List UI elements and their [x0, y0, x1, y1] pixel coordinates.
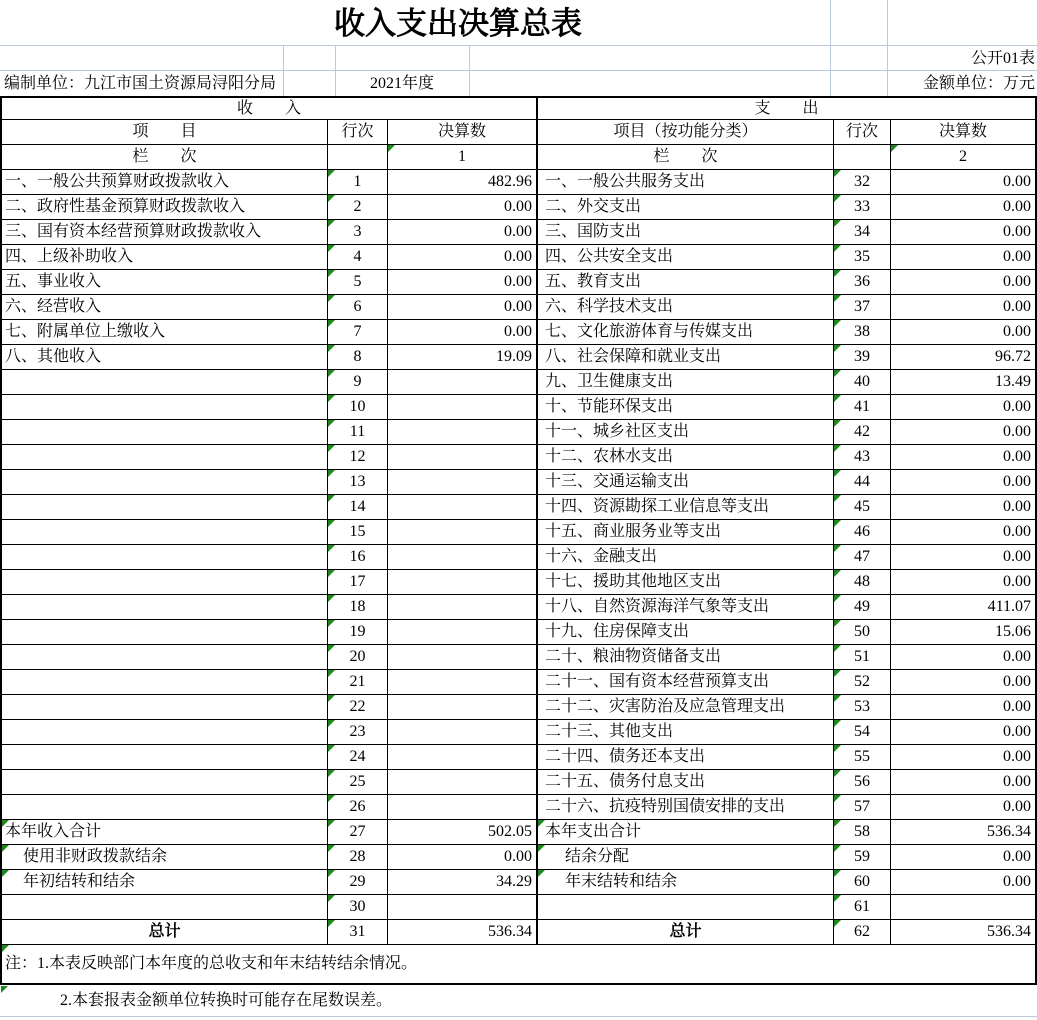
- expense-item-cell[interactable]: 五、教育支出: [538, 270, 834, 295]
- expense-section-header[interactable]: 支 出: [538, 98, 1035, 120]
- table-row: [2, 770, 1035, 795]
- income-amount-cell[interactable]: [388, 395, 538, 420]
- income-item-cell[interactable]: 使用非财政拨款结余: [2, 845, 328, 870]
- expense-item-cell[interactable]: 六、科学技术支出: [538, 295, 834, 320]
- expense-item-cell[interactable]: 十六、金融支出: [538, 545, 834, 570]
- income-amount-cell[interactable]: [388, 720, 538, 745]
- income-amount-cell[interactable]: [388, 895, 538, 920]
- expense-rowno-cell[interactable]: 54: [834, 720, 891, 745]
- income-rowno-cell[interactable]: 26: [328, 795, 388, 820]
- income-item-cell[interactable]: [2, 595, 328, 620]
- expense-item-cell[interactable]: 四、公共安全支出: [538, 245, 834, 270]
- income-amount-cell[interactable]: [388, 545, 538, 570]
- expense-amount-cell[interactable]: 0.00: [891, 645, 1035, 670]
- table-row: [2, 545, 1035, 570]
- expense-rowno-cell[interactable]: 33: [834, 195, 891, 220]
- income-amount-cell[interactable]: 19.09: [388, 345, 538, 370]
- expense-amount-cell[interactable]: 0.00: [891, 170, 1035, 195]
- expense-item-cell[interactable]: 一、一般公共服务支出: [538, 170, 834, 195]
- expense-rowno-cell[interactable]: 35: [834, 245, 891, 270]
- expense-amount-cell[interactable]: 0.00: [891, 870, 1035, 895]
- table-row: [2, 695, 1035, 720]
- income-column-index-cell[interactable]: 1: [388, 145, 538, 170]
- expense-rowno-cell[interactable]: 32: [834, 170, 891, 195]
- table-row: [2, 920, 1035, 945]
- income-rowno-cell[interactable]: 23: [328, 720, 388, 745]
- income-item-cell[interactable]: 七、附属单位上缴收入: [2, 320, 328, 345]
- expense-item-cell[interactable]: 二十一、国有资本经营预算支出: [538, 670, 834, 695]
- expense-amount-cell[interactable]: 0.00: [891, 770, 1035, 795]
- expense-amount-cell[interactable]: 411.07: [891, 595, 1035, 620]
- income-item-cell[interactable]: 年初结转和结余: [2, 870, 328, 895]
- income-rowno-cell[interactable]: 1: [328, 170, 388, 195]
- income-lanci-rowno-cell[interactable]: [328, 145, 388, 170]
- income-rowno-cell[interactable]: 30: [328, 895, 388, 920]
- expense-rowno-cell[interactable]: 44: [834, 470, 891, 495]
- table-row: [2, 420, 1035, 445]
- income-item-cell[interactable]: [2, 895, 328, 920]
- expense-rowno-cell[interactable]: 52: [834, 670, 891, 695]
- table-row: [2, 595, 1035, 620]
- expense-amount-cell[interactable]: 0.00: [891, 670, 1035, 695]
- table-row: [2, 170, 1035, 195]
- table-row: [2, 795, 1035, 820]
- income-amount-cell[interactable]: [388, 595, 538, 620]
- expense-item-cell[interactable]: 本年支出合计: [538, 820, 834, 845]
- expense-amount-cell[interactable]: 0.00: [891, 220, 1035, 245]
- expense-lanci-rowno-cell[interactable]: [834, 145, 891, 170]
- fiscal-year[interactable]: 2021年度: [369, 75, 434, 92]
- expense-item-cell[interactable]: 十四、资源勘探工业信息等支出: [538, 495, 834, 520]
- expense-amount-cell[interactable]: 0.00: [891, 795, 1035, 820]
- expense-rowno-cell[interactable]: 62: [834, 920, 891, 945]
- expense-rowno-cell[interactable]: 56: [834, 770, 891, 795]
- income-item-cell[interactable]: [2, 495, 328, 520]
- table-row: [2, 220, 1035, 245]
- expense-amount-cell[interactable]: 15.06: [891, 620, 1035, 645]
- income-item-cell[interactable]: [2, 645, 328, 670]
- expense-item-cell[interactable]: 二十六、抗疫特别国债安排的支出: [538, 795, 834, 820]
- table-row: [2, 370, 1035, 395]
- expense-rowno-cell[interactable]: 53: [834, 695, 891, 720]
- expense-item-cell[interactable]: 十九、住房保障支出: [538, 620, 834, 645]
- income-item-cell[interactable]: [2, 520, 328, 545]
- sheet-title[interactable]: 收入支出决算总表: [334, 6, 582, 41]
- income-rowno-cell[interactable]: 29: [328, 870, 388, 895]
- expense-rowno-cell[interactable]: 45: [834, 495, 891, 520]
- income-item-cell[interactable]: 四、上级补助收入: [2, 245, 328, 270]
- income-rowno-cell[interactable]: 7: [328, 320, 388, 345]
- income-rowno-cell[interactable]: 16: [328, 545, 388, 570]
- expense-rowno-cell[interactable]: 49: [834, 595, 891, 620]
- expense-rowno-cell[interactable]: 47: [834, 545, 891, 570]
- table-row: [2, 495, 1035, 520]
- expense-rowno-cell[interactable]: 38: [834, 320, 891, 345]
- green-triangle-icon: [1, 986, 8, 993]
- income-rowno-cell[interactable]: 2: [328, 195, 388, 220]
- table-row: [2, 645, 1035, 670]
- expense-item-cell[interactable]: 七、文化旅游体育与传媒支出: [538, 320, 834, 345]
- expense-rowno-cell[interactable]: 37: [834, 295, 891, 320]
- income-rowno-cell[interactable]: 6: [328, 295, 388, 320]
- expense-item-cell[interactable]: 二十四、债务还本支出: [538, 745, 834, 770]
- expense-item-cell[interactable]: 十八、自然资源海洋气象等支出: [538, 595, 834, 620]
- table-row: [2, 870, 1035, 895]
- income-item-cell[interactable]: [2, 370, 328, 395]
- expense-rowno-cell[interactable]: 60: [834, 870, 891, 895]
- expense-rowno-cell[interactable]: 34: [834, 220, 891, 245]
- income-rowno-cell[interactable]: 25: [328, 770, 388, 795]
- note2-cell[interactable]: [60, 988, 960, 1014]
- table-row: [2, 195, 1035, 220]
- table-row: [2, 745, 1035, 770]
- income-item-cell[interactable]: [2, 695, 328, 720]
- income-rowno-cell[interactable]: 22: [328, 695, 388, 720]
- income-item-cell[interactable]: [2, 795, 328, 820]
- expense-item-cell[interactable]: 三、国防支出: [538, 220, 834, 245]
- gridline: [0, 1016, 1037, 1017]
- income-amount-cell[interactable]: [388, 745, 538, 770]
- income-rowno-cell[interactable]: 19: [328, 620, 388, 645]
- income-item-cell[interactable]: 三、国有资本经营预算财政拨款收入: [2, 220, 328, 245]
- income-item-cell[interactable]: [2, 670, 328, 695]
- expense-amount-cell[interactable]: 0.00: [891, 195, 1035, 220]
- income-amount-cell[interactable]: [388, 670, 538, 695]
- income-item-header[interactable]: 项 目: [2, 120, 328, 145]
- income-item-cell[interactable]: [2, 545, 328, 570]
- expense-rowno-cell[interactable]: 61: [834, 895, 891, 920]
- expense-rowno-cell[interactable]: 58: [834, 820, 891, 845]
- income-item-cell[interactable]: 八、其他收入: [2, 345, 328, 370]
- income-amount-cell[interactable]: 0.00: [388, 320, 538, 345]
- note2-text: 2.本套报表金额单位转换时可能存在尾数误差。: [60, 992, 393, 1009]
- income-rowno-cell[interactable]: 8: [328, 345, 388, 370]
- income-item-cell[interactable]: [2, 395, 328, 420]
- table-row: [2, 670, 1035, 695]
- income-amount-cell[interactable]: 0.00: [388, 845, 538, 870]
- income-amount-cell[interactable]: [388, 445, 538, 470]
- expense-amount-cell[interactable]: 0.00: [891, 395, 1035, 420]
- table-row: [2, 620, 1035, 645]
- gridline: [469, 45, 470, 96]
- income-amount-cell[interactable]: [388, 370, 538, 395]
- expense-rowno-header[interactable]: 行次: [834, 120, 891, 145]
- expense-amount-cell[interactable]: 13.49: [891, 370, 1035, 395]
- table-row: [2, 245, 1035, 270]
- income-amount-cell[interactable]: 0.00: [388, 220, 538, 245]
- income-amount-cell[interactable]: [388, 620, 538, 645]
- expense-item-cell[interactable]: [538, 895, 834, 920]
- table-row: [2, 470, 1035, 495]
- prepared-by[interactable]: 编制单位：九江市国土资源局浔阳分局: [4, 75, 277, 92]
- expense-item-cell[interactable]: 十五、商业服务业等支出: [538, 520, 834, 545]
- table-row: [2, 820, 1035, 845]
- income-item-cell[interactable]: [2, 470, 328, 495]
- income-amount-cell[interactable]: 0.00: [388, 195, 538, 220]
- expense-rowno-cell[interactable]: 42: [834, 420, 891, 445]
- table-row: [2, 270, 1035, 295]
- expense-item-cell[interactable]: 二十五、债务付息支出: [538, 770, 834, 795]
- column-index-row: [2, 145, 1035, 170]
- expense-amount-cell[interactable]: 0.00: [891, 470, 1035, 495]
- income-amount-cell[interactable]: 482.96: [388, 170, 538, 195]
- table-row: [2, 895, 1035, 920]
- income-item-cell[interactable]: [2, 770, 328, 795]
- income-amount-cell[interactable]: [388, 770, 538, 795]
- table-code[interactable]: 公开01表: [970, 50, 1035, 67]
- income-rowno-cell[interactable]: 24: [328, 745, 388, 770]
- expense-amount-cell[interactable]: 0.00: [891, 495, 1035, 520]
- income-rowno-cell[interactable]: 13: [328, 470, 388, 495]
- expense-item-cell[interactable]: 二十、粮油物资储备支出: [538, 645, 834, 670]
- income-rowno-cell[interactable]: 14: [328, 495, 388, 520]
- expense-item-cell[interactable]: 十三、交通运输支出: [538, 470, 834, 495]
- expense-amount-cell[interactable]: 0.00: [891, 695, 1035, 720]
- expense-amount-cell[interactable]: 0.00: [891, 520, 1035, 545]
- expense-rowno-cell[interactable]: 48: [834, 570, 891, 595]
- amount-unit[interactable]: 金额单位：万元: [922, 75, 1035, 92]
- income-item-cell[interactable]: [2, 445, 328, 470]
- expense-amount-cell[interactable]: 0.00: [891, 845, 1035, 870]
- expense-amount-cell[interactable]: 0.00: [891, 745, 1035, 770]
- expense-rowno-cell[interactable]: 55: [834, 745, 891, 770]
- expense-rowno-cell[interactable]: 39: [834, 345, 891, 370]
- expense-amount-cell[interactable]: 0.00: [891, 445, 1035, 470]
- income-item-cell[interactable]: 五、事业收入: [2, 270, 328, 295]
- income-rowno-cell[interactable]: 3: [328, 220, 388, 245]
- expense-amount-cell[interactable]: 0.00: [891, 245, 1035, 270]
- income-item-cell[interactable]: [2, 420, 328, 445]
- expense-item-cell[interactable]: 结余分配: [538, 845, 834, 870]
- expense-amount-cell[interactable]: 0.00: [891, 720, 1035, 745]
- table-row: [2, 570, 1035, 595]
- table-row: [2, 295, 1035, 320]
- income-rowno-cell[interactable]: 15: [328, 520, 388, 545]
- income-amount-cell[interactable]: [388, 645, 538, 670]
- income-amount-cell[interactable]: [388, 695, 538, 720]
- expense-rowno-cell[interactable]: 41: [834, 395, 891, 420]
- income-rowno-cell[interactable]: 20: [328, 645, 388, 670]
- expense-item-cell[interactable]: 十一、城乡社区支出: [538, 420, 834, 445]
- income-amount-cell[interactable]: [388, 420, 538, 445]
- income-item-cell[interactable]: [2, 720, 328, 745]
- expense-item-cell[interactable]: 十、节能环保支出: [538, 395, 834, 420]
- income-rowno-cell[interactable]: 10: [328, 395, 388, 420]
- expense-column-index-cell[interactable]: 2: [891, 145, 1035, 170]
- income-rowno-cell[interactable]: 12: [328, 445, 388, 470]
- income-item-cell[interactable]: 本年收入合计: [2, 820, 328, 845]
- income-amount-cell[interactable]: 0.00: [388, 295, 538, 320]
- income-rowno-header[interactable]: 行次: [328, 120, 388, 145]
- expense-item-cell[interactable]: 二、外交支出: [538, 195, 834, 220]
- expense-rowno-cell[interactable]: 40: [834, 370, 891, 395]
- expense-rowno-cell[interactable]: 43: [834, 445, 891, 470]
- income-rowno-cell[interactable]: 18: [328, 595, 388, 620]
- income-section-header[interactable]: 收 入: [2, 98, 538, 120]
- expense-item-cell[interactable]: 十七、援助其他地区支出: [538, 570, 834, 595]
- expense-item-cell[interactable]: 二十三、其他支出: [538, 720, 834, 745]
- income-rowno-cell[interactable]: 21: [328, 670, 388, 695]
- expense-amount-cell[interactable]: 0.00: [891, 320, 1035, 345]
- note1-text: 注：1.本表反映部门本年度的总收支和年末结转结余情况。: [5, 955, 418, 972]
- expense-amount-cell[interactable]: 536.34: [891, 920, 1035, 945]
- expense-item-cell[interactable]: 八、社会保障和就业支出: [538, 345, 834, 370]
- table-note-row[interactable]: [2, 945, 1035, 983]
- income-item-cell[interactable]: [2, 570, 328, 595]
- income-lanci-cell[interactable]: 栏 次: [2, 145, 328, 170]
- expense-rowno-cell[interactable]: 57: [834, 795, 891, 820]
- income-amount-cell[interactable]: [388, 520, 538, 545]
- expense-rowno-cell[interactable]: 59: [834, 845, 891, 870]
- income-amount-header[interactable]: 决算数: [388, 120, 538, 145]
- income-amount-cell[interactable]: [388, 570, 538, 595]
- income-item-cell[interactable]: 一、一般公共预算财政拨款收入: [2, 170, 328, 195]
- expense-amount-cell[interactable]: 536.34: [891, 820, 1035, 845]
- income-rowno-cell[interactable]: 17: [328, 570, 388, 595]
- income-item-cell[interactable]: [2, 620, 328, 645]
- expense-amount-cell[interactable]: 0.00: [891, 545, 1035, 570]
- expense-rowno-cell[interactable]: 51: [834, 645, 891, 670]
- section-band-row: [2, 98, 1035, 120]
- income-amount-cell[interactable]: 502.05: [388, 820, 538, 845]
- income-rowno-cell[interactable]: 28: [328, 845, 388, 870]
- expense-rowno-cell[interactable]: 36: [834, 270, 891, 295]
- income-amount-cell[interactable]: [388, 470, 538, 495]
- expense-item-header[interactable]: 项目（按功能分类）: [538, 120, 834, 145]
- expense-amount-cell[interactable]: 0.00: [891, 420, 1035, 445]
- expense-item-cell[interactable]: 总计: [538, 920, 834, 945]
- income-item-cell[interactable]: 总计: [2, 920, 328, 945]
- expense-amount-cell[interactable]: 0.00: [891, 570, 1035, 595]
- income-item-cell[interactable]: 六、经营收入: [2, 295, 328, 320]
- expense-amount-cell[interactable]: 0.00: [891, 270, 1035, 295]
- income-amount-cell[interactable]: [388, 795, 538, 820]
- income-amount-cell[interactable]: 34.29: [388, 870, 538, 895]
- income-amount-cell[interactable]: 536.34: [388, 920, 538, 945]
- table-row: [2, 520, 1035, 545]
- green-triangle-icon: [2, 945, 10, 953]
- column-header-row: [2, 120, 1035, 145]
- expense-item-cell[interactable]: 十二、农林水支出: [538, 445, 834, 470]
- income-rowno-cell[interactable]: 11: [328, 420, 388, 445]
- table-row: [2, 845, 1035, 870]
- expense-amount-cell[interactable]: 96.72: [891, 345, 1035, 370]
- income-rowno-cell[interactable]: 27: [328, 820, 388, 845]
- expense-rowno-cell[interactable]: 50: [834, 620, 891, 645]
- expense-amount-cell[interactable]: 0.00: [891, 295, 1035, 320]
- table-row: [2, 445, 1035, 470]
- income-rowno-cell[interactable]: 31: [328, 920, 388, 945]
- table-row: [2, 345, 1035, 370]
- expense-item-cell[interactable]: 年末结转和结余: [538, 870, 834, 895]
- income-amount-cell[interactable]: 0.00: [388, 270, 538, 295]
- table-row: [2, 395, 1035, 420]
- income-item-cell[interactable]: 二、政府性基金预算财政拨款收入: [2, 195, 328, 220]
- expense-item-cell[interactable]: 九、卫生健康支出: [538, 370, 834, 395]
- income-rowno-cell[interactable]: 9: [328, 370, 388, 395]
- income-amount-cell[interactable]: [388, 495, 538, 520]
- expense-amount-header[interactable]: 决算数: [891, 120, 1035, 145]
- expense-lanci-cell[interactable]: 栏 次: [538, 145, 834, 170]
- income-amount-cell[interactable]: 0.00: [388, 245, 538, 270]
- table-rows: [2, 170, 1035, 945]
- table-row: [2, 720, 1035, 745]
- decision-summary-table: [0, 96, 1037, 985]
- expense-amount-cell[interactable]: [891, 895, 1035, 920]
- table-row: [2, 320, 1035, 345]
- expense-item-cell[interactable]: 二十二、灾害防治及应急管理支出: [538, 695, 834, 720]
- income-rowno-cell[interactable]: 4: [328, 245, 388, 270]
- expense-rowno-cell[interactable]: 46: [834, 520, 891, 545]
- income-rowno-cell[interactable]: 5: [328, 270, 388, 295]
- income-item-cell[interactable]: [2, 745, 328, 770]
